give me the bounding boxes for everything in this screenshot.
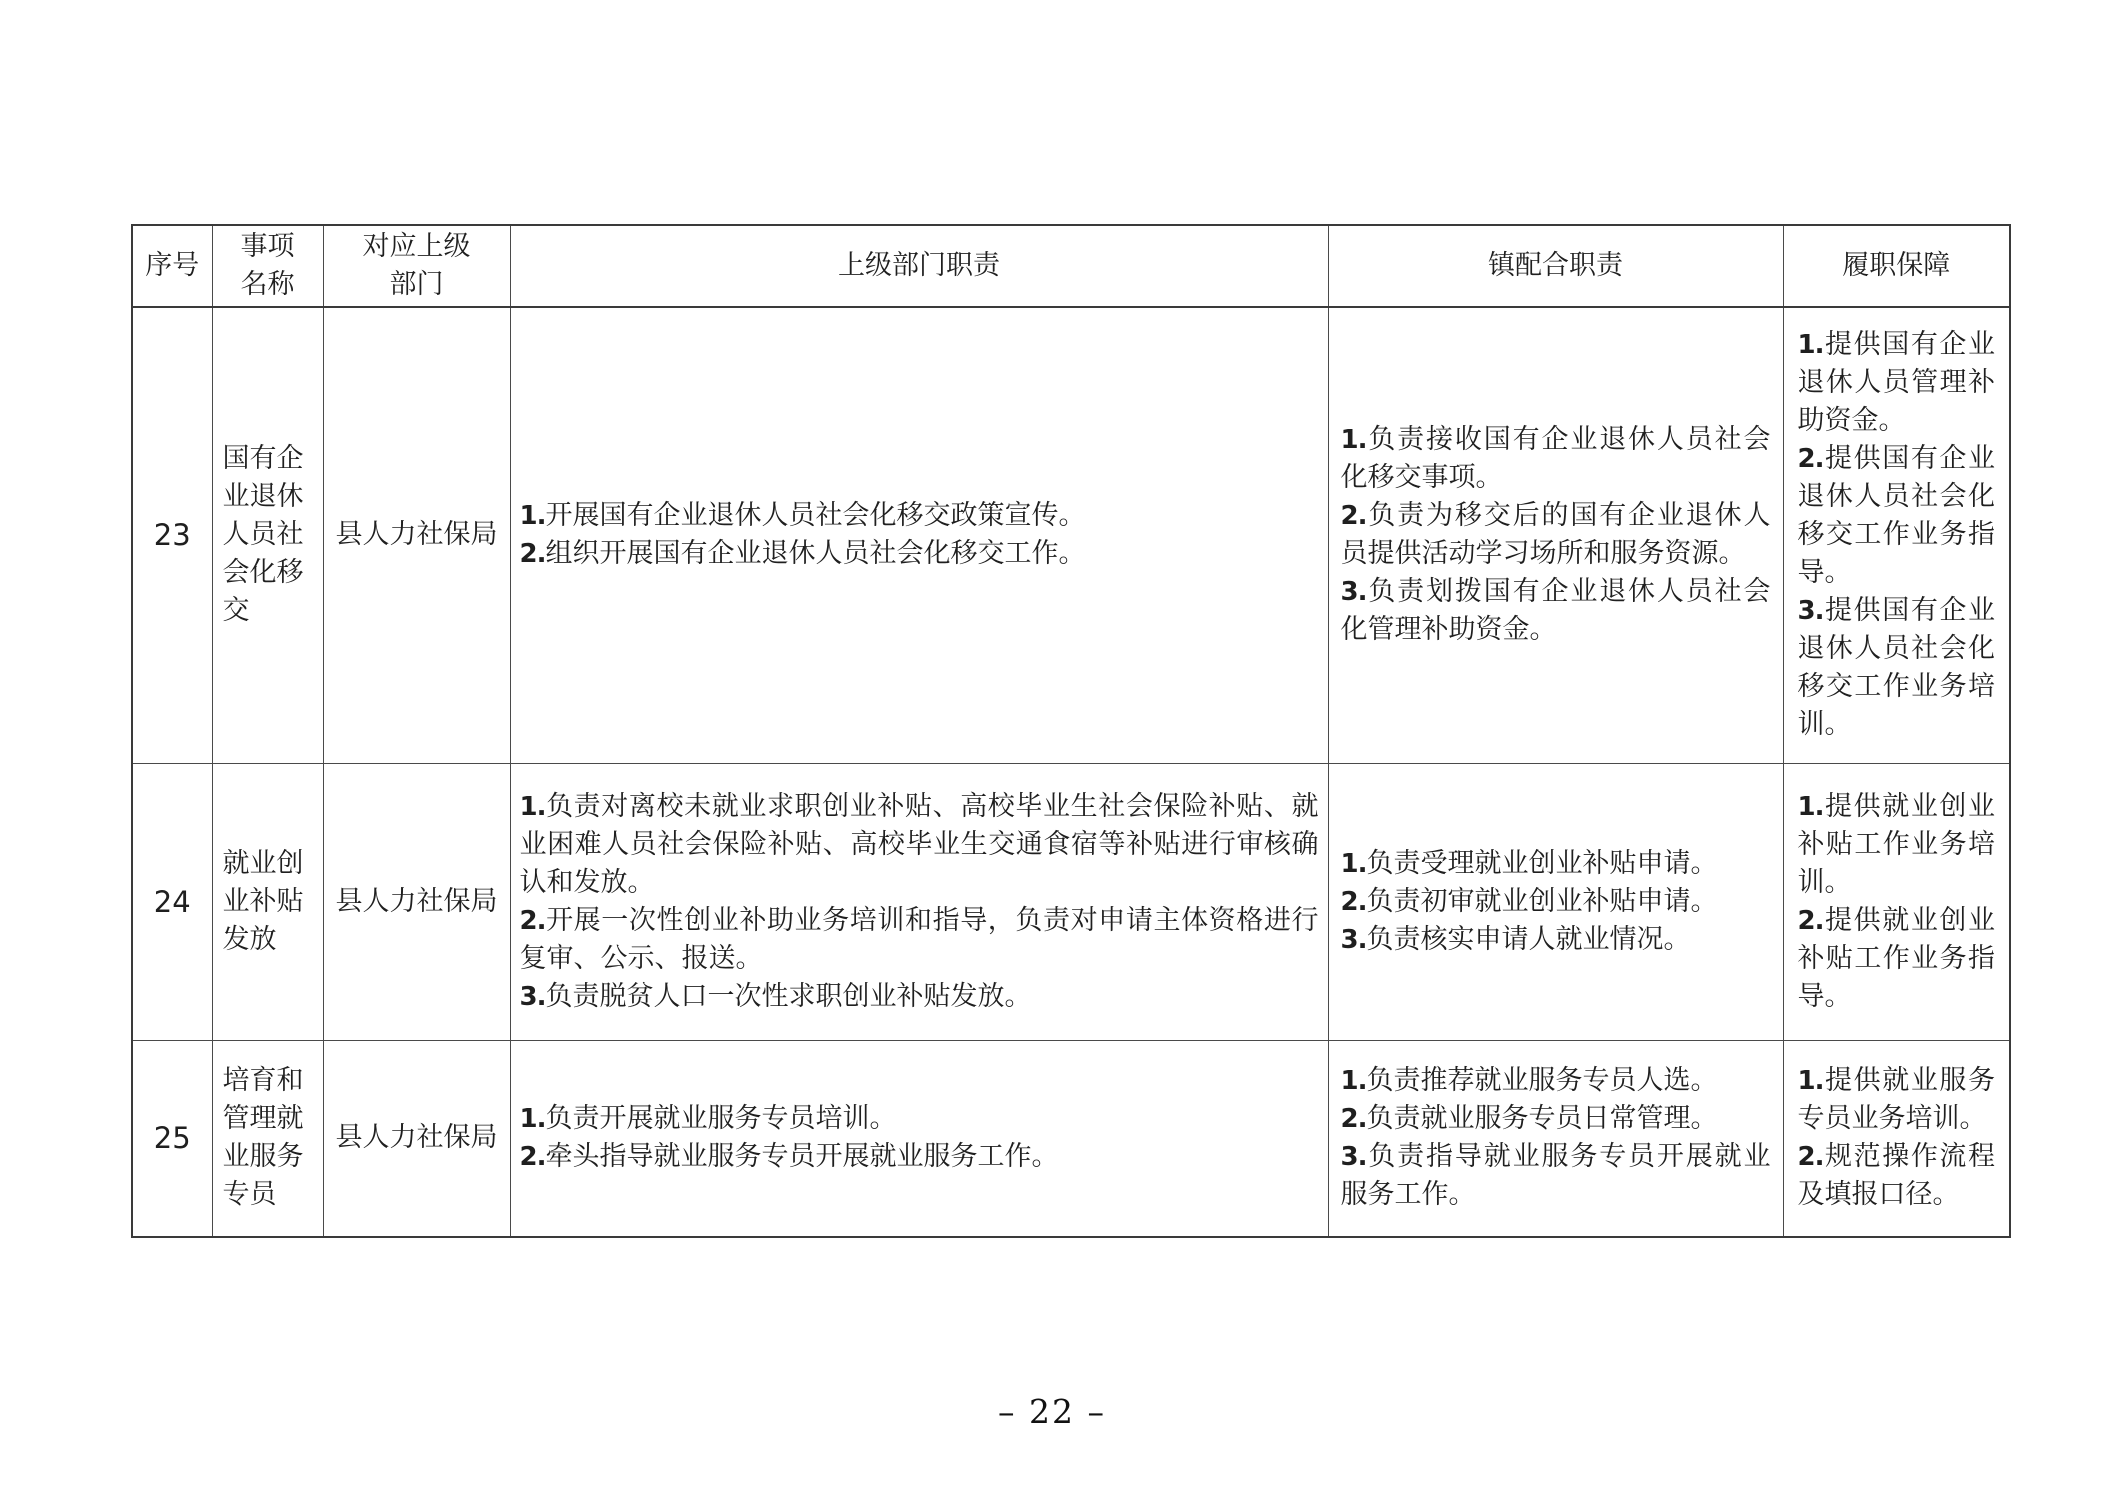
item-number: 1. — [1797, 1066, 1824, 1097]
cell-item-name: 就业创业补贴发放 — [212, 763, 323, 1040]
item-number: 1. — [1797, 791, 1824, 822]
item-number: 2. — [1797, 905, 1824, 936]
cell-superior-dept: 县人力社保局 — [323, 1040, 510, 1237]
item-number: 2. — [1340, 886, 1367, 917]
cell-seq: 25 — [132, 1040, 212, 1237]
item-number: 3. — [1340, 1142, 1367, 1173]
cell-superior-duties — [510, 1040, 1328, 1237]
town-duty-item: 2.负责初审就业创业补贴申请。 — [1340, 885, 1718, 917]
town-duty-item: 2.负责为移交后的国有企业退休人员提供活动学习场所和服务资源。 — [1340, 500, 1771, 570]
superior-duty-item: 1.负责对离校未就业求职创业补贴、高校毕业生社会保险补贴、就业困难人员社会保险补贴、高校毕业生交通食宿等补贴进行审核确认和发放。 — [519, 790, 1319, 898]
table-row — [132, 763, 2010, 1040]
safeguard-item: 1.提供国有企业退休人员管理补助资金。 — [1797, 329, 1995, 437]
safeguard-item: 1.提供就业创业补贴工作业务培训。 — [1797, 790, 1995, 898]
town-duty-item: 1.负责接收国有企业退休人员社会化移交事项。 — [1340, 424, 1771, 494]
item-number: 1. — [1340, 425, 1367, 456]
item-number: 1. — [519, 1104, 546, 1135]
cell-superior-duties — [510, 307, 1328, 763]
safeguard-item: 1.提供就业服务专员业务培训。 — [1797, 1065, 1995, 1135]
table-row — [132, 1040, 2010, 1237]
cell-safeguards — [1783, 1040, 2010, 1237]
page-number: – 22 – — [998, 1392, 1106, 1431]
col-header-seq: 序号 — [132, 225, 212, 307]
superior-duty-item: 2.开展一次性创业补助业务培训和指导，负责对申请主体资格进行复审、公示、报送。 — [519, 904, 1319, 974]
town-duty-item: 3.负责核实申请人就业情况。 — [1340, 923, 1691, 955]
town-duty-item: 3.负责指导就业服务专员开展就业服务工作。 — [1340, 1141, 1771, 1211]
cell-town-duties — [1328, 1040, 1783, 1237]
town-duty-item: 2.负责就业服务专员日常管理。 — [1340, 1103, 1718, 1135]
item-number: 1. — [519, 791, 546, 822]
cell-safeguards — [1783, 763, 2010, 1040]
town-duty-item: 3.负责划拨国有企业退休人员社会化管理补助资金。 — [1340, 576, 1771, 646]
cell-seq: 24 — [132, 763, 212, 1040]
item-number: 2. — [1797, 444, 1824, 475]
superior-duty-item: 2.牵头指导就业服务专员开展就业服务工作。 — [519, 1141, 1059, 1173]
item-number: 1. — [519, 501, 546, 532]
superior-duty-item: 2.组织开展国有企业退休人员社会化移交工作。 — [519, 538, 1086, 570]
safeguard-item: 3.提供国有企业退休人员社会化移交工作业务培训。 — [1797, 595, 1995, 741]
cell-town-duties — [1328, 763, 1783, 1040]
cell-superior-dept: 县人力社保局 — [323, 307, 510, 763]
col-header-town: 镇配合职责 — [1328, 225, 1783, 307]
superior-duty-item: 3.负责脱贫人口一次性求职创业补贴发放。 — [519, 980, 1032, 1012]
col-header-name: 事项名称 — [212, 225, 323, 307]
item-number: 1. — [1797, 330, 1824, 361]
item-number: 2. — [519, 1142, 546, 1173]
col-header-safeguard: 履职保障 — [1783, 225, 2010, 307]
table-row — [132, 307, 2010, 763]
item-number: 3. — [1797, 596, 1824, 627]
cell-item-name: 国有企业退休人员社会化移交 — [212, 307, 323, 763]
item-number: 1. — [1340, 848, 1367, 879]
superior-duty-item: 1.开展国有企业退休人员社会化移交政策宣传。 — [519, 500, 1086, 532]
responsibilities-table-wrap — [131, 224, 2009, 1238]
item-number: 2. — [1340, 501, 1367, 532]
item-number: 3. — [1340, 924, 1367, 955]
cell-item-name: 培育和管理就业服务专员 — [212, 1040, 323, 1237]
cell-seq: 23 — [132, 307, 212, 763]
safeguard-item: 2.提供国有企业退休人员社会化移交工作业务指导。 — [1797, 443, 1995, 589]
item-number: 2. — [1797, 1142, 1824, 1173]
item-number: 2. — [519, 539, 546, 570]
item-number: 3. — [1340, 577, 1367, 608]
header-row — [132, 225, 2010, 307]
town-duty-item: 1.负责推荐就业服务专员人选。 — [1340, 1065, 1718, 1097]
table-body — [132, 307, 2010, 1237]
item-number: 1. — [1340, 1066, 1367, 1097]
town-duty-item: 1.负责受理就业创业补贴申请。 — [1340, 847, 1718, 879]
superior-duty-item: 1.负责开展就业服务专员培训。 — [519, 1103, 897, 1135]
safeguard-item: 2.规范操作流程及填报口径。 — [1797, 1141, 1995, 1211]
col-header-superior: 上级部门职责 — [510, 225, 1328, 307]
responsibilities-table — [131, 224, 2011, 1238]
safeguard-item: 2.提供就业创业补贴工作业务指导。 — [1797, 904, 1995, 1012]
cell-safeguards — [1783, 307, 2010, 763]
col-header-dept: 对应上级部门 — [323, 225, 510, 307]
cell-superior-duties — [510, 763, 1328, 1040]
cell-superior-dept: 县人力社保局 — [323, 763, 510, 1040]
item-number: 2. — [519, 905, 546, 936]
item-number: 2. — [1340, 1104, 1367, 1135]
cell-town-duties — [1328, 307, 1783, 763]
table-header — [132, 225, 2010, 307]
item-number: 3. — [519, 981, 546, 1012]
